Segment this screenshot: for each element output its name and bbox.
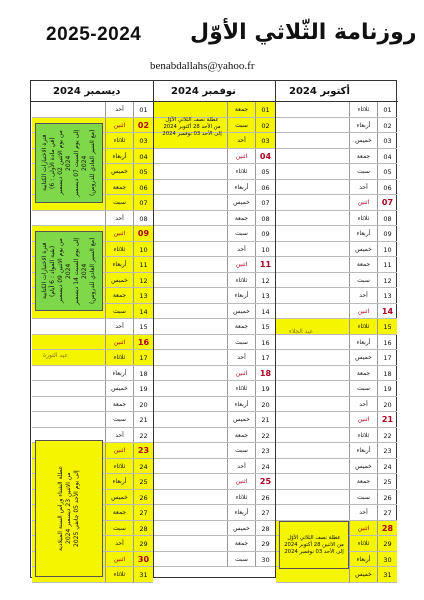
october-day-row <box>276 350 397 366</box>
weekday-name: اثنين <box>349 304 377 319</box>
weekday-name: اثنين <box>105 226 133 241</box>
day-number: 28 <box>133 521 153 536</box>
title-years: 2025-2024 <box>46 24 142 45</box>
day-number: 02 <box>133 118 153 133</box>
november-day-row <box>154 350 275 366</box>
october-day-row <box>276 164 397 180</box>
weekday-name: جمعة <box>227 536 255 551</box>
day-number: 16 <box>255 335 275 350</box>
november-day-row <box>154 552 275 568</box>
october-day-row <box>276 180 397 196</box>
day-number: 03 <box>133 133 153 148</box>
december-day-row <box>32 319 153 335</box>
weekday-name: ثلاثاء <box>105 567 133 582</box>
weekday-name: أربعاء <box>227 288 255 303</box>
day-number: 12 <box>377 273 397 288</box>
month-header-row <box>31 81 398 102</box>
mid-term-break-note-oct: عطلة نصف الثلاثي الأوّل من الاثنين 28 أكتوبر 2024 إلى الأحد 03 نوفمبر 2024 <box>279 521 349 569</box>
weekday-name: ثلاثاء <box>105 242 133 257</box>
exam-period-note-2: فترة الاختبارات الكتابية (بقية المواد : 6 أيام) من يوم الاثنين 09 ديسمبر 2024 إلى يوم السبت 14 ديسمبر 2024 (مع السير العادي للدروس) <box>35 231 103 311</box>
october-day-row <box>276 149 397 165</box>
weekday-name: خميس <box>349 133 377 148</box>
october-day-row <box>276 335 397 351</box>
weekday-name: أربعاء <box>227 397 255 412</box>
november-day-row <box>154 459 275 475</box>
weekday-name: ثلاثاء <box>349 211 377 226</box>
weekday-name: جمعة <box>105 505 133 520</box>
day-number: 24 <box>377 459 397 474</box>
weekday-name: أحد <box>105 319 133 334</box>
weekday-name: أحد <box>349 288 377 303</box>
weekday-name: أربعاء <box>227 180 255 195</box>
november-day-row <box>154 304 275 320</box>
day-number: 04 <box>377 149 397 164</box>
day-number: 10 <box>133 242 153 257</box>
day-number: 04 <box>133 149 153 164</box>
day-number: 10 <box>255 242 275 257</box>
day-number: 01 <box>255 102 275 117</box>
month-header-october: أكتوبر 2024 <box>289 86 350 97</box>
day-number: 17 <box>377 350 397 365</box>
weekday-name: خميس <box>227 195 255 210</box>
october-day-row <box>276 505 397 521</box>
day-number: 11 <box>377 257 397 272</box>
weekday-name: سبت <box>105 195 133 210</box>
day-number: 29 <box>133 536 153 551</box>
day-number: 16 <box>377 335 397 350</box>
weekday-name: أحد <box>105 211 133 226</box>
weekday-name: أحد <box>105 102 133 117</box>
november-day-row <box>154 335 275 351</box>
day-number: 04 <box>255 149 275 164</box>
november-day-row <box>154 412 275 428</box>
october-day-row <box>276 195 397 211</box>
october-day-row <box>276 459 397 475</box>
weekday-name: جمعة <box>105 397 133 412</box>
november-day-row <box>154 536 275 552</box>
day-number: 18 <box>255 366 275 381</box>
weekday-name: جمعة <box>227 211 255 226</box>
november-day-row <box>154 381 275 397</box>
day-number: 15 <box>255 319 275 334</box>
day-number: 19 <box>377 381 397 396</box>
day-number: 17 <box>255 350 275 365</box>
november-day-row <box>154 288 275 304</box>
weekday-name: جمعة <box>349 149 377 164</box>
day-number: 13 <box>377 288 397 303</box>
weekday-name: أربعاء <box>105 257 133 272</box>
day-number: 14 <box>255 304 275 319</box>
day-number: 08 <box>377 211 397 226</box>
weekday-name: سبت <box>227 443 255 458</box>
day-number: 20 <box>133 397 153 412</box>
weekday-name: أربعاء <box>227 505 255 520</box>
october-day-row <box>276 381 397 397</box>
october-day-row <box>276 288 397 304</box>
weekday-name: اثنين <box>349 412 377 427</box>
december-day-row <box>32 397 153 413</box>
december-day-row <box>32 381 153 397</box>
day-number: 06 <box>133 180 153 195</box>
weekday-name: سبت <box>349 273 377 288</box>
october-day-row <box>276 397 397 413</box>
november-day-row <box>154 521 275 537</box>
weekday-name: اثنين <box>349 195 377 210</box>
weekday-name: ثلاثاء <box>105 459 133 474</box>
weekday-name: خميس <box>227 304 255 319</box>
day-number: 28 <box>255 521 275 536</box>
weekday-name: جمعة <box>349 366 377 381</box>
november-day-row <box>154 164 275 180</box>
day-number: 10 <box>377 242 397 257</box>
december-day-row <box>32 102 153 118</box>
day-number: 08 <box>133 211 153 226</box>
weekday-name: ثلاثاء <box>227 273 255 288</box>
day-number: 23 <box>133 443 153 458</box>
weekday-name: سبت <box>227 226 255 241</box>
day-number: 23 <box>255 443 275 458</box>
day-number: 30 <box>377 552 397 567</box>
day-number: 17 <box>133 350 153 365</box>
weekday-name: جمعة <box>349 474 377 489</box>
november-day-row <box>154 428 275 444</box>
weekday-name: أحد <box>349 180 377 195</box>
october-day-row <box>276 490 397 506</box>
weekday-name: أربعاء <box>349 118 377 133</box>
day-number: 26 <box>133 490 153 505</box>
day-number: 09 <box>377 226 397 241</box>
weekday-name: جمعة <box>227 102 255 117</box>
day-number: 30 <box>255 552 275 567</box>
weekday-name: ثلاثاء <box>105 350 133 365</box>
day-number: 24 <box>133 459 153 474</box>
october-day-row <box>276 412 397 428</box>
weekday-name: خميس <box>227 521 255 536</box>
day-number: 13 <box>255 288 275 303</box>
day-number: 01 <box>377 102 397 117</box>
day-number: 06 <box>377 180 397 195</box>
weekday-name: اثنين <box>227 366 255 381</box>
title-arabic: روزنامة الثّلاثي الأوّل <box>190 20 417 45</box>
day-number: 14 <box>133 304 153 319</box>
day-number: 21 <box>133 412 153 427</box>
october-day-row <box>276 443 397 459</box>
weekday-name: جمعة <box>105 288 133 303</box>
day-number: 14 <box>377 304 397 319</box>
day-number: 24 <box>255 459 275 474</box>
month-header-december: ديسمبر 2024 <box>53 86 121 97</box>
day-number: 19 <box>255 381 275 396</box>
day-number: 22 <box>255 428 275 443</box>
day-number: 28 <box>377 521 397 536</box>
october-day-row <box>276 118 397 134</box>
weekday-name: ثلاثاء <box>349 102 377 117</box>
weekday-name: خميس <box>105 164 133 179</box>
october-day-row <box>276 428 397 444</box>
weekday-name: أربعاء <box>105 366 133 381</box>
weekday-name: سبت <box>227 335 255 350</box>
day-number: 02 <box>377 118 397 133</box>
weekday-name: خميس <box>227 412 255 427</box>
october-day-row <box>276 211 397 227</box>
weekday-name: ثلاثاء <box>349 319 377 334</box>
day-number: 31 <box>133 567 153 582</box>
november-day-row <box>154 195 275 211</box>
weekday-name: أحد <box>105 428 133 443</box>
day-number: 05 <box>133 164 153 179</box>
holiday-label-revolution: عيد الثورة <box>43 352 68 359</box>
december-day-row <box>32 211 153 227</box>
weekday-name: ثلاثاء <box>105 133 133 148</box>
day-number: 25 <box>377 474 397 489</box>
weekday-name: خميس <box>105 490 133 505</box>
day-number: 11 <box>255 257 275 272</box>
day-number: 23 <box>377 443 397 458</box>
day-number: 09 <box>133 226 153 241</box>
day-number: 20 <box>377 397 397 412</box>
weekday-name: أحد <box>227 350 255 365</box>
day-number: 01 <box>133 102 153 117</box>
weekday-name: جمعة <box>227 428 255 443</box>
weekday-name: أربعاء <box>349 443 377 458</box>
day-number: 25 <box>133 474 153 489</box>
day-number: 18 <box>377 366 397 381</box>
day-number: 29 <box>377 536 397 551</box>
october-day-row <box>276 474 397 490</box>
winter-break-note: عطلة الشتاء وراس السنة الميلادية من الاثنين 23 ديسمبر 2024 إلى يوم الأحد 05 جانفي 2025 <box>35 440 103 577</box>
day-number: 31 <box>377 567 397 582</box>
weekday-name: أحد <box>349 397 377 412</box>
day-number: 22 <box>377 428 397 443</box>
calendar-table <box>30 80 397 578</box>
day-number: 27 <box>377 505 397 520</box>
day-number: 19 <box>133 381 153 396</box>
weekday-name: سبت <box>105 304 133 319</box>
day-number: 22 <box>133 428 153 443</box>
day-number: 21 <box>377 412 397 427</box>
weekday-name: خميس <box>349 567 377 582</box>
november-day-row <box>154 397 275 413</box>
weekday-name: خميس <box>105 381 133 396</box>
day-number: 26 <box>255 490 275 505</box>
october-day-row <box>276 242 397 258</box>
november-day-row <box>154 319 275 335</box>
weekday-name: سبت <box>349 490 377 505</box>
weekday-name: اثنين <box>227 474 255 489</box>
november-day-row <box>154 226 275 242</box>
day-number: 12 <box>255 273 275 288</box>
weekday-name: جمعة <box>227 319 255 334</box>
weekday-name: سبت <box>105 521 133 536</box>
author-email: benabdallahs@yahoo.fr <box>150 60 255 72</box>
day-number: 09 <box>255 226 275 241</box>
day-number: 26 <box>377 490 397 505</box>
day-number: 27 <box>133 505 153 520</box>
november-day-row <box>154 257 275 273</box>
exam-period-note-1: فترة الاختبارات الكتابية (في مادة الأولى : 6) من يوم الاثنين 02 ديسمبر 2024 إلى يوم السبت 07 ديسمبر 2024 (مع السير العادي للدروس) <box>35 123 103 203</box>
weekday-name: أربعاء <box>349 226 377 241</box>
day-number: 05 <box>377 164 397 179</box>
weekday-name: ثلاثاء <box>349 428 377 443</box>
day-number: 03 <box>255 133 275 148</box>
page-title <box>0 18 424 54</box>
weekday-name: سبت <box>349 164 377 179</box>
weekday-name: أربعاء <box>105 474 133 489</box>
weekday-name: خميس <box>349 459 377 474</box>
november-day-row <box>154 490 275 506</box>
november-day-row <box>154 180 275 196</box>
day-number: 15 <box>377 319 397 334</box>
november-day-row <box>154 366 275 382</box>
weekday-name: اثنين <box>227 149 255 164</box>
weekday-name: خميس <box>105 273 133 288</box>
october-day-row <box>276 226 397 242</box>
day-number: 07 <box>133 195 153 210</box>
day-number: 30 <box>133 552 153 567</box>
weekday-name: خميس <box>349 242 377 257</box>
weekday-name: اثنين <box>105 443 133 458</box>
weekday-name: أحد <box>227 242 255 257</box>
day-number: 29 <box>255 536 275 551</box>
weekday-name: أحد <box>105 536 133 551</box>
day-number: 07 <box>377 195 397 210</box>
weekday-name: جمعة <box>349 257 377 272</box>
day-number: 25 <box>255 474 275 489</box>
weekday-name: خميس <box>349 350 377 365</box>
weekday-name: أربعاء <box>105 149 133 164</box>
day-number: 02 <box>255 118 275 133</box>
day-number: 18 <box>133 366 153 381</box>
day-number: 15 <box>133 319 153 334</box>
october-day-row <box>276 257 397 273</box>
weekday-name: اثنين <box>105 335 133 350</box>
weekday-name: اثنين <box>105 552 133 567</box>
weekday-name: أحد <box>349 505 377 520</box>
october-day-row <box>276 567 397 583</box>
day-number: 08 <box>255 211 275 226</box>
november-day-row <box>154 242 275 258</box>
month-header-november: نوفمبر 2024 <box>171 86 236 97</box>
october-day-row <box>276 273 397 289</box>
november-day-row <box>154 273 275 289</box>
day-number: 05 <box>255 164 275 179</box>
october-day-row <box>276 304 397 320</box>
weekday-name: أحد <box>227 459 255 474</box>
weekday-name: سبت <box>105 412 133 427</box>
day-number: 27 <box>255 505 275 520</box>
weekday-name: أربعاء <box>349 552 377 567</box>
day-number: 21 <box>255 412 275 427</box>
weekday-name: ثلاثاء <box>227 164 255 179</box>
day-number: 16 <box>133 335 153 350</box>
weekday-name: اثنين <box>227 257 255 272</box>
weekday-name: اثنين <box>349 521 377 536</box>
weekday-name: ثلاثاء <box>227 381 255 396</box>
november-day-row <box>154 505 275 521</box>
weekday-name: ثلاثاء <box>227 490 255 505</box>
weekday-name: اثنين <box>105 118 133 133</box>
day-number: 11 <box>133 257 153 272</box>
weekday-name: سبت <box>349 381 377 396</box>
october-day-row <box>276 366 397 382</box>
weekday-name: أربعاء <box>349 335 377 350</box>
day-number: 06 <box>255 180 275 195</box>
december-day-row <box>32 412 153 428</box>
day-number: 07 <box>255 195 275 210</box>
weekday-name: سبت <box>227 118 255 133</box>
november-day-row <box>154 211 275 227</box>
december-day-row <box>32 335 153 351</box>
weekday-name: جمعة <box>105 180 133 195</box>
november-day-row <box>154 443 275 459</box>
weekday-name: أحد <box>227 133 255 148</box>
november-day-row <box>154 474 275 490</box>
day-number: 12 <box>133 273 153 288</box>
day-number: 13 <box>133 288 153 303</box>
weekday-name: ثلاثاء <box>349 536 377 551</box>
weekday-name: سبت <box>227 552 255 567</box>
day-number: 20 <box>255 397 275 412</box>
december-day-row <box>32 366 153 382</box>
mid-term-break-note-nov: عطلة نصف الثلاثي الأوّل من الأحد 28 أكتوبر 2024 إلى الأحد 03 نوفمبر 2024 <box>162 116 222 137</box>
day-number: 03 <box>377 133 397 148</box>
october-day-row <box>276 102 397 118</box>
october-day-row <box>276 133 397 149</box>
holiday-label-evacuation: عيد الجلاء <box>289 328 314 335</box>
